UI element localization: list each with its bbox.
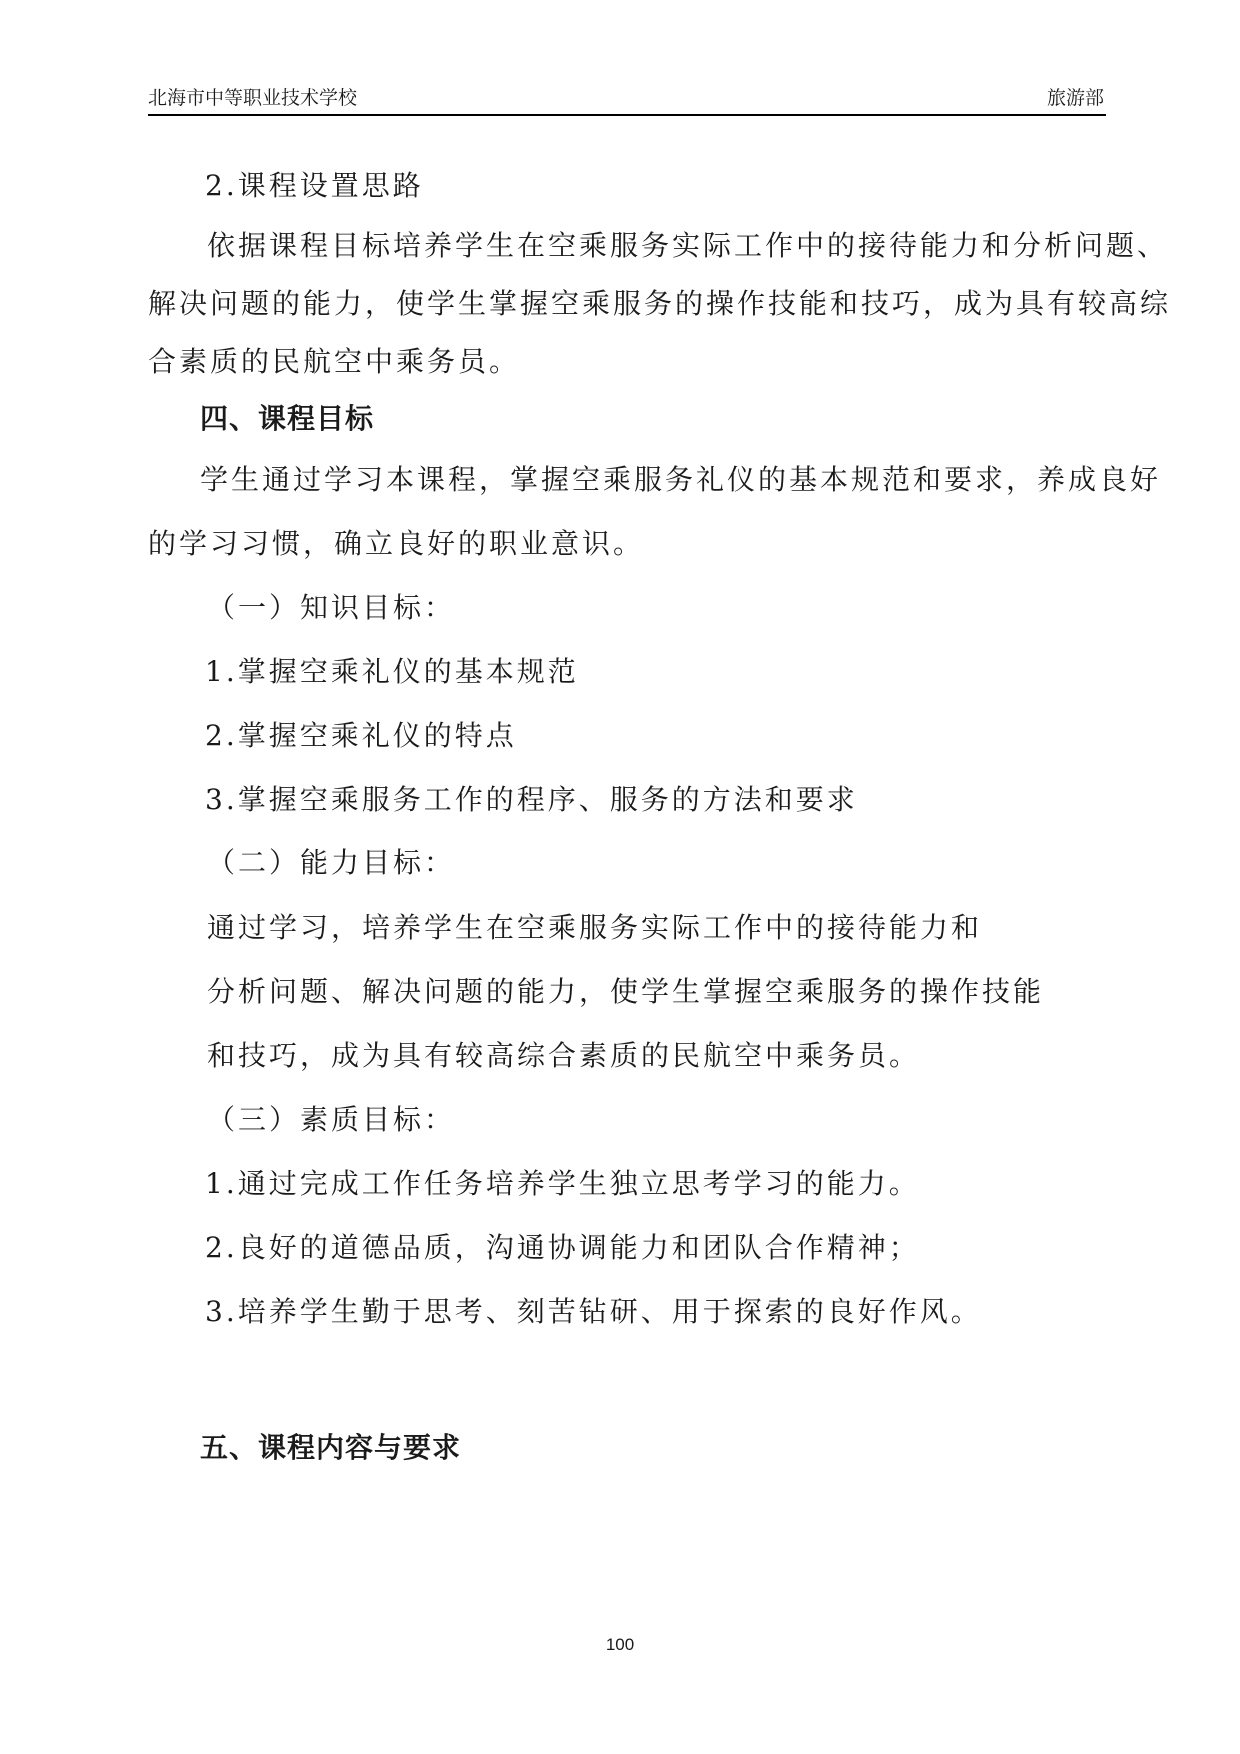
- knowledge-goals-title: （一）知识目标：: [207, 591, 456, 624]
- ability-goals-title: （二）能力目标：: [207, 846, 456, 879]
- paragraph-line: 分析问题、解决问题的能力，使学生掌握空乘服务的操作技能: [207, 975, 1045, 1008]
- list-item: 2.掌握空乘礼仪的特点: [205, 719, 517, 752]
- list-item: 3.培养学生勤于思考、刻苦钻研、用于探索的良好作风。: [205, 1295, 982, 1328]
- paragraph-line: 合素质的民航空中乘务员。: [148, 345, 521, 378]
- school-name: 北海市中等职业技术学校: [148, 87, 358, 109]
- page-header: [148, 86, 1106, 116]
- list-item: 2.良好的道德品质，沟通协调能力和团队合作精神；: [205, 1231, 920, 1264]
- paragraph-line: 解决问题的能力，使学生掌握空乘服务的操作技能和技巧，成为具有较高综: [148, 287, 1172, 320]
- department-name: 旅游部: [1046, 87, 1104, 109]
- paragraph-line: 和技巧，成为具有较高综合素质的民航空中乘务员。: [207, 1039, 921, 1072]
- paragraph-line: 的学习习惯，确立良好的职业意识。: [148, 527, 645, 560]
- list-item: 3.掌握空乘服务工作的程序、服务的方法和要求: [205, 783, 858, 816]
- paragraph-line: 学生通过学习本课程，掌握空乘服务礼仪的基本规范和要求，养成良好: [200, 463, 1162, 496]
- page-number: 100: [605, 1635, 635, 1654]
- list-item: 1.通过完成工作任务培养学生独立思考学习的能力。: [205, 1167, 920, 1200]
- paragraph-line: 依据课程目标培养学生在空乘服务实际工作中的接待能力和分析问题、: [207, 229, 1169, 262]
- list-item: 1.掌握空乘礼仪的基本规范: [205, 655, 579, 688]
- paragraph-line: 通过学习，培养学生在空乘服务实际工作中的接待能力和: [207, 911, 983, 944]
- subheading-course-design: 2.课程设置思路: [205, 169, 424, 202]
- quality-goals-title: （三）素质目标：: [207, 1103, 456, 1136]
- section-heading-course-content: 五、课程内容与要求: [200, 1431, 462, 1464]
- section-heading-course-goals: 四、课程目标: [200, 402, 375, 435]
